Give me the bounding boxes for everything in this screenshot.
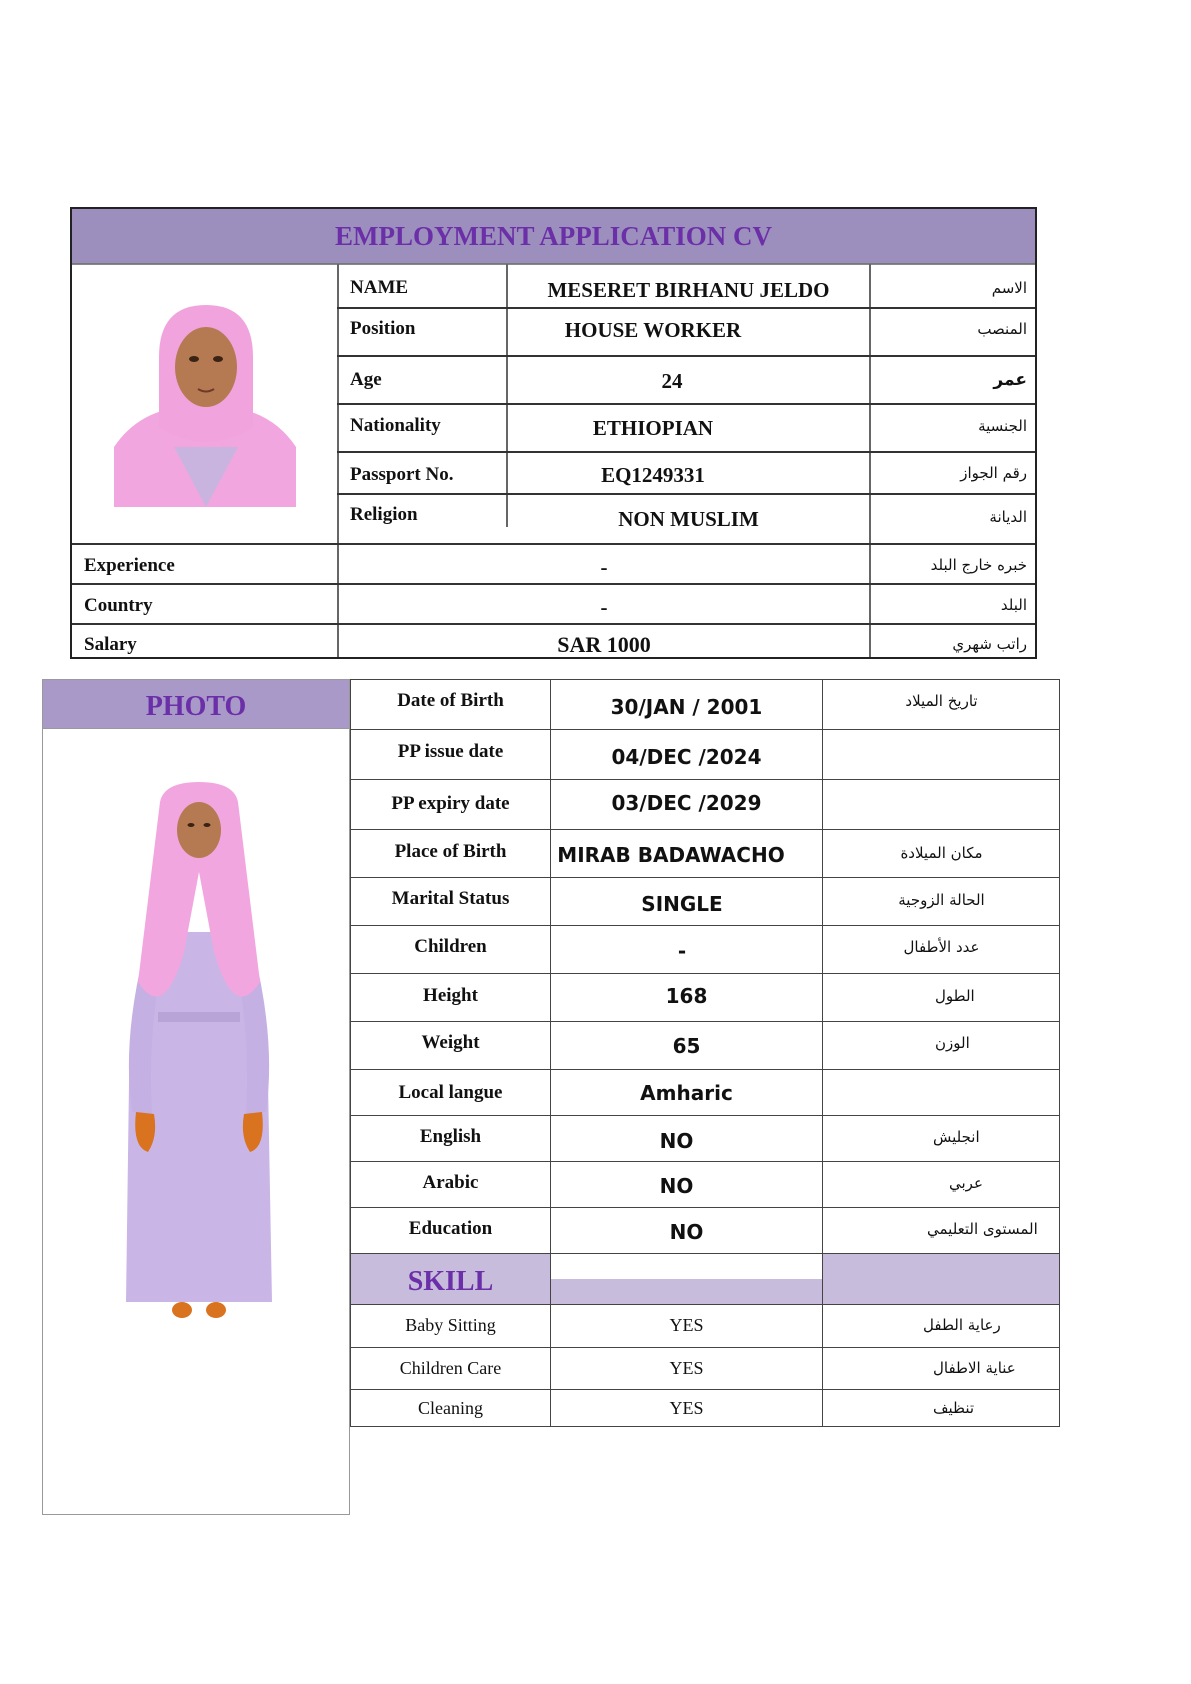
marital-status-value: SINGLE [641, 892, 723, 916]
experience-label: Experience [84, 555, 175, 576]
full-body-image [114, 782, 284, 1352]
dob-value: 30/JAN / 2001 [610, 695, 763, 719]
english-arabic: انجليش [933, 1128, 980, 1146]
pp-issue-label: PP issue date [397, 741, 504, 762]
religion-label: Religion [350, 504, 418, 525]
name-label: NAME [350, 277, 409, 298]
dob-label: Date of Birth [397, 690, 504, 711]
experience-value: - [600, 555, 608, 579]
weight-arabic: الوزن [935, 1034, 970, 1052]
passport-arabic: رقم الجواز [960, 464, 1027, 482]
local-language-value: Amharic [640, 1081, 733, 1105]
height-arabic: الطول [935, 987, 975, 1005]
details-table [42, 679, 1060, 1515]
salary-value: SAR 1000 [557, 632, 651, 657]
page-title: EMPLOYMENT APPLICATION CV [72, 209, 1035, 264]
skill-children-care-value: YES [669, 1358, 704, 1378]
skill-cleaning-label: Cleaning [418, 1398, 483, 1418]
skill-children-care-label: Children Care [399, 1358, 502, 1378]
pp-expiry-label: PP expiry date [391, 793, 510, 814]
age-value: 24 [661, 369, 683, 393]
local-language-arabic [823, 1070, 1060, 1115]
height-value: 168 [665, 984, 708, 1008]
english-value: NO [659, 1129, 694, 1153]
dob-arabic: تاريخ الميلاد [905, 692, 978, 710]
portrait-photo [114, 297, 296, 507]
experience-arabic: خبره خارج البلد [930, 556, 1027, 574]
passport-label: Passport No. [350, 464, 454, 485]
skill-children-care-arabic: عناية الاطفال [933, 1359, 1016, 1377]
position-label: Position [350, 318, 416, 339]
education-arabic: المستوى التعليمي [927, 1220, 1038, 1238]
skill-header: SKILL [351, 1254, 550, 1304]
children-arabic: عدد الأطفال [903, 938, 980, 956]
name-arabic: الاسم [991, 279, 1027, 297]
full-body-photo [114, 782, 284, 1352]
country-arabic: البلد [1000, 596, 1027, 614]
name-value: MESERET BIRHANU JELDO [547, 278, 830, 302]
passport-value: EQ1249331 [601, 463, 705, 487]
age-label: Age [350, 369, 382, 390]
pp-issue-value: 04/DEC /2024 [611, 745, 762, 769]
skill-cleaning-arabic: تنظيف [933, 1399, 975, 1417]
marital-status-label: Marital Status [391, 888, 510, 909]
english-label: English [419, 1126, 482, 1147]
children-label: Children [414, 936, 487, 957]
arabic-value: NO [659, 1174, 694, 1198]
photo-header: PHOTO [42, 679, 350, 729]
portrait-image [114, 297, 296, 507]
pp-issue-arabic [823, 730, 1060, 779]
weight-value: 65 [672, 1034, 701, 1058]
country-label: Country [84, 595, 153, 616]
personal-info-table [70, 207, 1037, 659]
salary-arabic: راتب شهري [952, 635, 1027, 653]
height-label: Height [423, 985, 478, 1006]
salary-label: Salary [84, 634, 137, 655]
skill-cleaning-value: YES [669, 1398, 704, 1418]
weight-label: Weight [421, 1032, 480, 1053]
country-value: - [600, 595, 608, 619]
position-value: HOUSE WORKER [564, 318, 742, 342]
skill-header-fill-mid [551, 1279, 822, 1304]
arabic-arabic: عربي [949, 1174, 983, 1192]
pp-expiry-value: 03/DEC /2029 [611, 791, 762, 815]
education-label: Education [408, 1218, 493, 1239]
local-language-label: Local langue [398, 1082, 503, 1103]
nationality-arabic: الجنسية [978, 417, 1027, 435]
arabic-label: Arabic [422, 1172, 479, 1193]
place-of-birth-label: Place of Birth [394, 841, 507, 862]
religion-value: NON MUSLIM [618, 507, 759, 531]
skill-baby-sitting-label: Baby Sitting [405, 1315, 496, 1335]
education-value: NO [669, 1220, 704, 1244]
religion-arabic: الديانة [989, 508, 1027, 526]
nationality-value: ETHIOPIAN [592, 416, 714, 440]
place-of-birth-arabic: مكان الميلادة [900, 844, 983, 862]
skill-baby-sitting-arabic: رعاية الطفل [923, 1316, 1001, 1334]
children-value: - [677, 939, 687, 963]
skill-header-fill-right [823, 1254, 1059, 1304]
skill-baby-sitting-value: YES [669, 1315, 704, 1335]
pp-expiry-arabic [823, 780, 1060, 829]
nationality-label: Nationality [350, 415, 441, 436]
age-arabic: عمر [993, 370, 1027, 390]
marital-status-arabic: الحالة الزوجية [898, 891, 985, 909]
place-of-birth-value: MIRAB BADAWACHO [557, 843, 785, 867]
position-arabic: المنصب [977, 320, 1027, 338]
